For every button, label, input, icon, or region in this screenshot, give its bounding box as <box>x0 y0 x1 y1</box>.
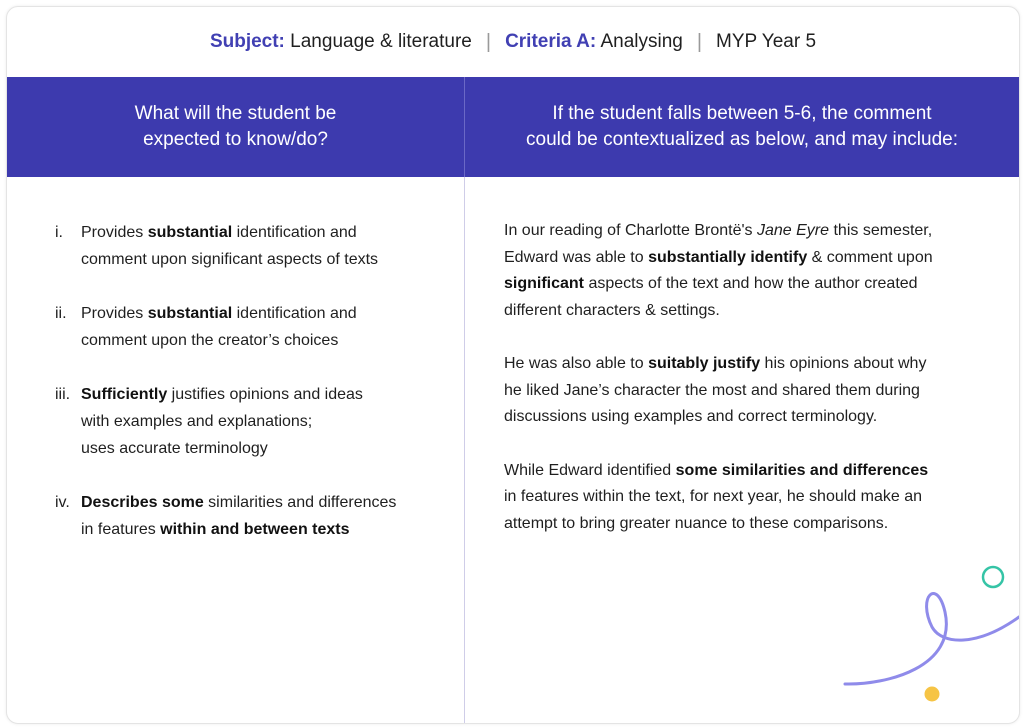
comment-text-run: aspects of the text and how the author created <box>584 275 918 292</box>
separator: | <box>696 30 703 53</box>
item-text: justifies opinions and ideas <box>167 386 363 403</box>
comment-emphasis: substantially identify <box>648 248 808 266</box>
comment-text-run: in features within the text, for next year, he should make an <box>504 488 923 505</box>
year-label: MYP Year 5 <box>716 31 817 52</box>
comment-text-run: While Edward identified <box>504 461 676 479</box>
item-text: similarities and differences <box>203 494 397 511</box>
header-left-line: What will the student be <box>134 103 337 124</box>
item-emphasis: within and between texts <box>160 521 350 538</box>
comment-emphasis: suitably justify <box>648 355 761 372</box>
subject-bar <box>7 7 1019 77</box>
comment-text-run: different characters & settings. <box>504 301 720 319</box>
criteria-value: Analysing <box>600 31 683 52</box>
comment-paragraph <box>504 458 974 538</box>
comment-text-run: his opinions about why <box>760 355 927 372</box>
item-emphasis: substantial <box>147 224 233 241</box>
comment-text-run: discussions using examples and correct terminology. <box>504 408 878 425</box>
comment-text-run: this semester, <box>829 222 933 239</box>
comment-text-run: & comment upon <box>807 248 933 266</box>
item-text: comment upon the creator’s choices <box>81 332 339 349</box>
decoration-graphic <box>837 557 1019 717</box>
item-text: comment upon significant aspects of texts <box>81 251 379 268</box>
comment-text-run: attempt to bring greater nuance to these comparisons. <box>504 514 889 532</box>
circle-decoration <box>983 567 1003 587</box>
book-title: Jane Eyre <box>756 222 830 239</box>
header-right-line: could be contextualized as below, and may include: <box>526 129 958 150</box>
subject-value: Language & literature <box>290 31 472 52</box>
item-number: ii. <box>55 305 67 322</box>
criteria-list <box>55 219 435 570</box>
item-emphasis: Sufficiently <box>81 386 168 403</box>
comment-text-run: Edward was able to <box>504 248 649 266</box>
item-text: Provides <box>81 305 148 322</box>
comment-text-run: He was also able to <box>504 355 649 372</box>
separator: | <box>485 30 492 53</box>
item-emphasis: Describes some <box>81 494 204 511</box>
list-item <box>55 489 435 543</box>
curve-decoration <box>845 593 1019 684</box>
comment-emphasis: significant <box>504 275 585 292</box>
list-item <box>55 381 435 462</box>
comment-text-run: In our reading of Charlotte Brontë's <box>504 222 757 239</box>
comment-emphasis: some similarities and differences <box>675 461 929 479</box>
column-divider <box>464 177 465 723</box>
header-right-line: If the student falls between 5-6, the comment <box>552 103 932 124</box>
criteria-label: Criteria A: <box>505 31 597 52</box>
item-text: identification and <box>232 224 357 241</box>
dot-decoration <box>925 687 940 702</box>
comment-text-run: he liked Jane’s character the most and shared them during <box>504 381 920 399</box>
item-number: iii. <box>55 386 71 403</box>
item-text: Provides <box>81 224 148 241</box>
comment-text <box>504 218 974 564</box>
list-item <box>55 300 435 354</box>
item-text: uses accurate terminology <box>81 440 268 457</box>
item-emphasis: substantial <box>147 305 233 322</box>
item-text: identification and <box>232 305 357 322</box>
item-number: i. <box>55 224 63 241</box>
subject-label: Subject: <box>209 31 285 52</box>
header-expectations <box>7 77 465 177</box>
header-comment <box>465 77 1019 177</box>
item-number: iv. <box>55 494 70 511</box>
criteria-card <box>6 6 1020 724</box>
item-text: in features <box>81 521 161 538</box>
comment-paragraph <box>504 351 974 431</box>
item-text: with examples and explanations; <box>81 413 313 430</box>
table-header <box>7 77 1019 177</box>
list-item <box>55 219 435 273</box>
comment-paragraph <box>504 218 974 324</box>
header-left-line: expected to know/do? <box>143 129 328 150</box>
